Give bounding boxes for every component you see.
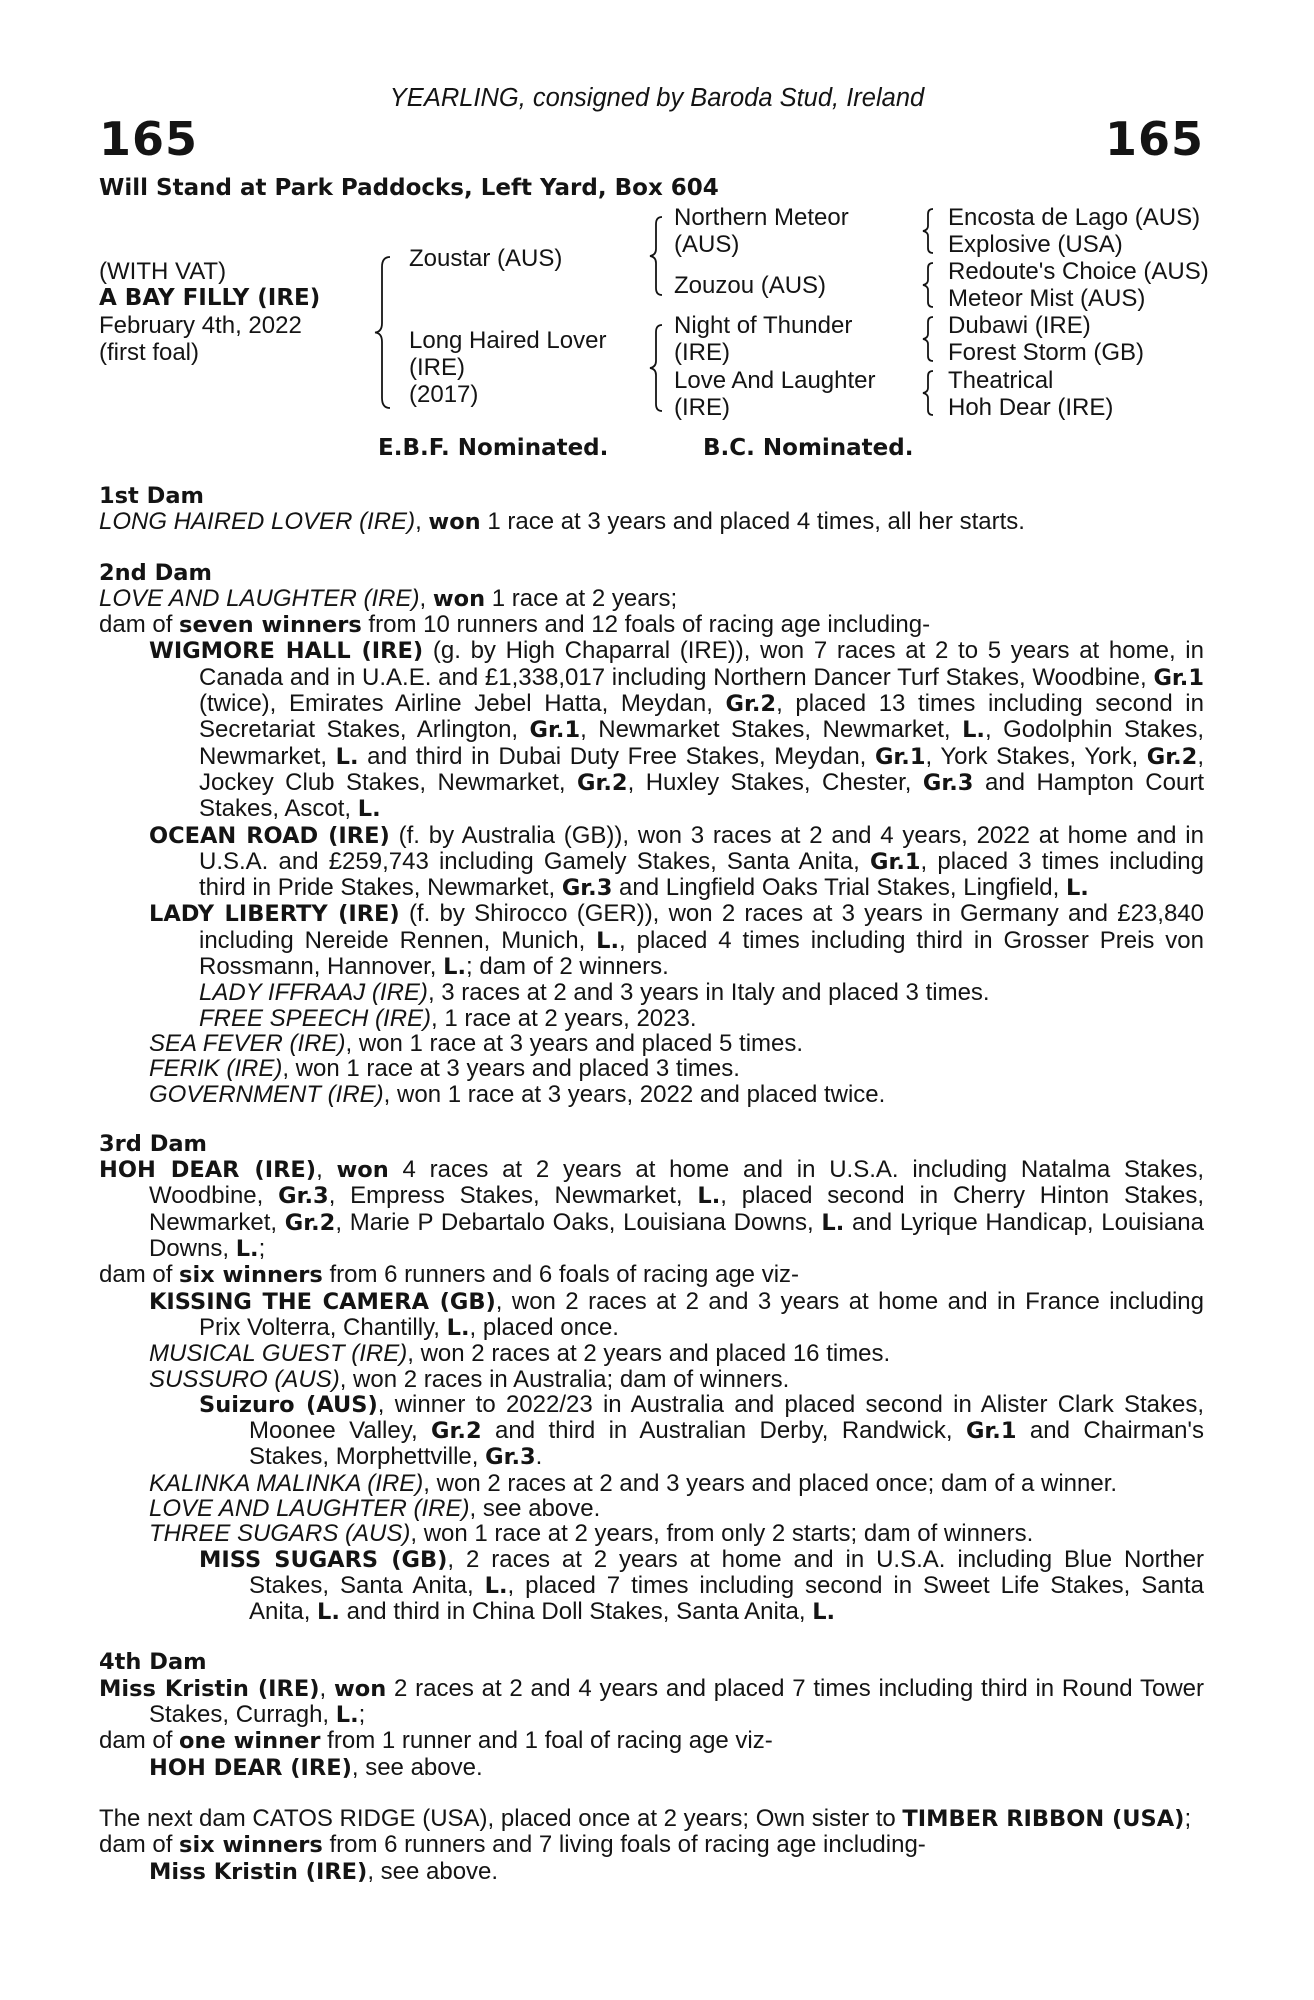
pedigree-sire-dam: Zouzou (AUS) [674,272,827,299]
foal-ocean-road: OCEAN ROAD (IRE) (f. by Australia (GB)), won 3 races at 2 and 4 years, 2022 at home and in U.S.A. and £259,743 including Gamely Stakes, Santa Anita, Gr.1, placed 3 times including third in Pride Stakes, Newmarket, Gr.3 and Lingfield Oaks Trial Stakes, Lingfield, L. [149,821,1204,902]
pedigree-sire: Zoustar (AUS) [409,245,563,272]
pedigree-dam-dam-1: Love And Laughter [674,367,876,394]
fourth-dam-produce-summary: dam of one winner from 1 runner and 1 foal of racing age viz- [99,1727,773,1755]
brace-night-of-thunder [920,315,936,363]
third-dam-produce-summary: dam of six winners from 6 runners and 6 foals of racing age viz- [99,1261,800,1289]
produce-record [99,484,1204,1885]
brace-zouzou [920,261,936,309]
pedigree-dsd: Forest Storm (GB) [948,339,1145,366]
grandfoal-lady-iffraaj: LADY IFFRAAJ (IRE), 3 races at 2 and 3 years in Italy and placed 3 times. [199,979,990,1007]
horse-name: A BAY FILLY (IRE) [99,285,321,311]
pedigree-sdd: Meteor Mist (AUS) [948,285,1146,312]
foal-note: (first foal) [99,339,200,366]
foal-three-sugars: THREE SUGARS (AUS), won 1 race at 2 years, from only 2 starts; dam of winners. [149,1520,1034,1548]
pedigree-sire-sire-1: Northern Meteor [674,204,849,231]
foal-hoh-dear: HOH DEAR (IRE), see above. [149,1753,483,1781]
vat-note: (WITH VAT) [99,258,227,285]
next-dam-record: The next dam CATOS RIDGE (USA), placed once at 2 years; Own sister to TIMBER RIBBON (USA); [99,1804,1192,1832]
pedigree-dam-sire-1: Night of Thunder [674,312,853,339]
pedigree-dds: Theatrical [948,367,1054,394]
second-dam-produce-summary: dam of seven winners from 10 runners and 12 foals of racing age including- [99,611,931,639]
brace-love-and-laughter [920,369,936,417]
second-dam-record: LOVE AND LAUGHTER (IRE), won 1 race at 2 years; [99,584,678,612]
pedigree-dss: Dubawi (IRE) [948,312,1091,339]
pedigree-sds: Redoute's Choice (AUS) [948,258,1209,285]
grandfoal-suizuro: Suizuro (AUS), winner to 2022/23 in Australia and placed second in Alister Clark Stakes, Moonee Valley, Gr.2 and third in Australian Derby, Randwick, Gr.1 and Chairman's Stakes, Morphettville, Gr.3. [199,1390,1204,1471]
first-dam-record: LONG HAIRED LOVER (IRE), won 1 race at 3 years and placed 4 times, all her starts. [99,508,1025,536]
pedigree-sire-sire-2: (AUS) [674,231,740,258]
pedigree-dam-line2: (IRE) [409,354,465,381]
lot-number-right: 165 [1104,112,1204,166]
pedigree-dam-line1: Long Haired Lover [409,327,607,354]
lot-number-left: 165 [99,112,199,166]
foal-miss-kristin: Miss Kristin (IRE), see above. [149,1857,499,1885]
foal-kissing-the-camera: KISSING THE CAMERA (GB), won 2 races at 2 and 3 years at home and in France including Prix Volterra, Chantilly, L., placed once. [149,1287,1204,1341]
second-dam-heading: 2nd Dam [99,559,212,586]
pedigree-dam-sire-2: (IRE) [674,339,730,366]
fourth-dam-heading: 4th Dam [99,1649,207,1676]
ebf-nominated: E.B.F. Nominated. [378,435,609,461]
pedigree-brace-dam [647,323,665,413]
brace-northern-meteor [920,207,936,255]
grandfoal-free-speech: FREE SPEECH (IRE), 1 race at 2 years, 2023. [199,1004,697,1032]
fourth-dam-record: Miss Kristin (IRE), won 2 races at 2 and 4 years and placed 7 times including third in Round Tower Stakes, Curragh, L.; [99,1674,1205,1729]
foal-government: GOVERNMENT (IRE), won 1 race at 3 years, 2022 and placed twice. [149,1080,886,1108]
pedigree-brace-main [372,255,394,410]
pedigree-ssd: Explosive (USA) [948,231,1123,258]
pedigree-dam-dam-2: (IRE) [674,394,730,421]
third-dam-record: HOH DEAR (IRE), won 4 races at 2 years at home and in U.S.A. including Natalma Stakes, Woodbine, Gr.3, Empress Stakes, Newmarket, L., placed second in Cherry Hinton Stakes, Newmarket, Gr.2, Marie P Debartalo Oaks, Louisiana Downs, L. and Lyrique Handicap, Louisiana Downs, L.; [99,1156,1204,1263]
foal-sea-fever: SEA FEVER (IRE), won 1 race at 3 years and placed 5 times. [149,1029,804,1057]
foal-love-and-laughter: LOVE AND LAUGHTER (IRE), see above. [149,1494,601,1522]
pedigree-sss: Encosta de Lago (AUS) [948,204,1201,231]
next-dam-produce-summary: dam of six winners from 6 runners and 7 living foals of racing age including- [99,1831,926,1859]
foaling-date: February 4th, 2022 [99,312,302,339]
foal-musical-guest: MUSICAL GUEST (IRE), won 2 races at 2 years and placed 16 times. [149,1340,891,1368]
pedigree-brace-sire [647,215,665,297]
foal-ferik: FERIK (IRE), won 1 race at 3 years and placed 3 times. [149,1055,740,1083]
grandfoal-miss-sugars: MISS SUGARS (GB), 2 races at 2 years at home and in U.S.A. including Blue Norther Stakes, Santa Anita, L., placed 7 times including second in Sweet Life Stakes, Santa Anita, L. and third in China Doll Stakes, Santa Anita, L. [199,1545,1205,1626]
third-dam-heading: 3rd Dam [99,1130,207,1157]
consignment-line: YEARLING, consigned by Baroda Stud, Ireland [389,84,925,112]
foal-kalinka-malinka: KALINKA MALINKA (IRE), won 2 races at 2 and 3 years and placed once; dam of a winner. [149,1469,1118,1497]
pedigree-dam-line3: (2017) [409,381,479,408]
foal-wigmore-hall: WIGMORE HALL (IRE) (g. by High Chaparral (IRE)), won 7 races at 2 to 5 years at home, in Canada and in U.A.E. and £1,338,017 including Northern Dancer Turf Stakes, Woodbine, Gr.1 (twice), Emirates Airline Jebel Hatta, Meydan, Gr.2, placed 13 times including second in Secretariat Stakes, Arlington, Gr.1, Newmarket Stakes, Newmarket, L., Godolphin Stakes, Newmarket, L. and third in Dubai Duty Free Stakes, Meydan, Gr.1, York Stakes, York, Gr.2, Jockey Club Stakes, Newmarket, Gr.2, Huxley Stakes, Chester, Gr.3 and Hampton Court Stakes, Ascot, L. [149,637,1205,823]
first-dam-heading: 1st Dam [99,483,204,509]
foal-lady-liberty: LADY LIBERTY (IRE) (f. by Shirocco (GER)), won 2 races at 3 years in Germany and £23,840 including Nereide Rennen, Munich, L., placed 4 times including third in Grosser Preis von Rossmann, Hannover, L.; dam of 2 winners. [149,900,1204,981]
foal-sussuro: SUSSURO (AUS), won 2 races in Australia; dam of winners. [149,1365,790,1393]
pedigree-ddd: Hoh Dear (IRE) [948,394,1114,421]
stand-location: Will Stand at Park Paddocks, Left Yard, Box 604 [99,175,719,201]
bc-nominated: B.C. Nominated. [703,435,914,461]
